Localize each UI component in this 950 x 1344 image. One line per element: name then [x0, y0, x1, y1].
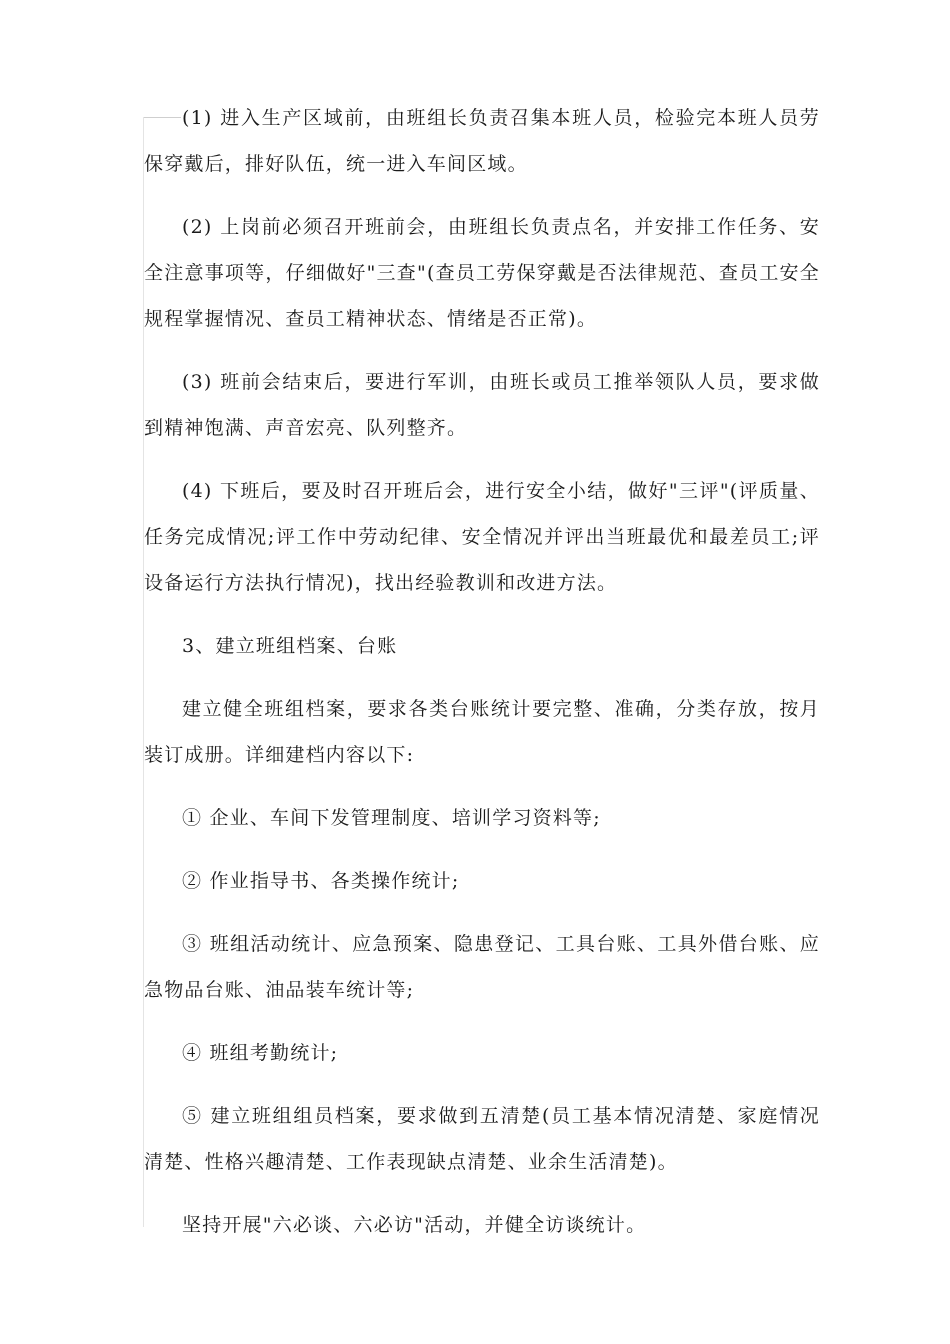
paragraph-post-shift-meeting: (4) 下班后，要及时召开班后会，进行安全小结，做好"三评"(评质量、任务完成情况;评工作中劳动纪律、安全情况并评出当班最优和最差员工;评设备运行方法执行情况)，找出经验教训和改进方法。	[144, 480, 820, 594]
list-item-3: ③ 班组活动统计、应急预案、隐患登记、工具台账、工具外借台账、应急物品台账、油品装车统计等;	[144, 933, 820, 1001]
list-item-4: ④ 班组考勤统计;	[182, 1042, 339, 1064]
list-item-1: ① 企业、车间下发管理制度、培训学习资料等;	[182, 807, 601, 829]
paragraph-archive-requirements: 建立健全班组档案，要求各类台账统计要完整、准确，分类存放，按月装订成册。详细建档内容以下:	[144, 698, 820, 766]
paragraph-military-training: (3) 班前会结束后，要进行军训，由班长或员工推举领队人员，要求做到精神饱满、声音宏亮、队列整齐。	[144, 371, 820, 439]
section-heading-team-archives: 3、建立班组档案、台账	[182, 635, 398, 657]
list-item-2: ② 作业指导书、各类操作统计;	[182, 870, 460, 892]
paragraph-pre-shift-meeting: (2) 上岗前必须召开班前会，由班组长负责点名，并安排工作任务、安全注意事项等，仔细做好"三查"(查员工劳保穿戴是否法律规范、查员工安全规程掌握情况、查员工精神状态、情绪是否正常)。	[144, 216, 820, 330]
paragraph-talks-and-visits: 坚持开展"六必谈、六必访"活动，并健全访谈统计。	[182, 1214, 647, 1236]
list-item-5: ⑤ 建立班组组员档案，要求做到五清楚(员工基本情况清楚、家庭情况清楚、性格兴趣清楚、工作表现缺点清楚、业余生活清楚)。	[144, 1105, 820, 1173]
paragraph-pre-shift-entry: (1) 进入生产区域前，由班组长负责召集本班人员，检验完本班人员劳保穿戴后，排好队伍，统一进入车间区域。	[144, 107, 820, 175]
document-body	[144, 95, 820, 1265]
